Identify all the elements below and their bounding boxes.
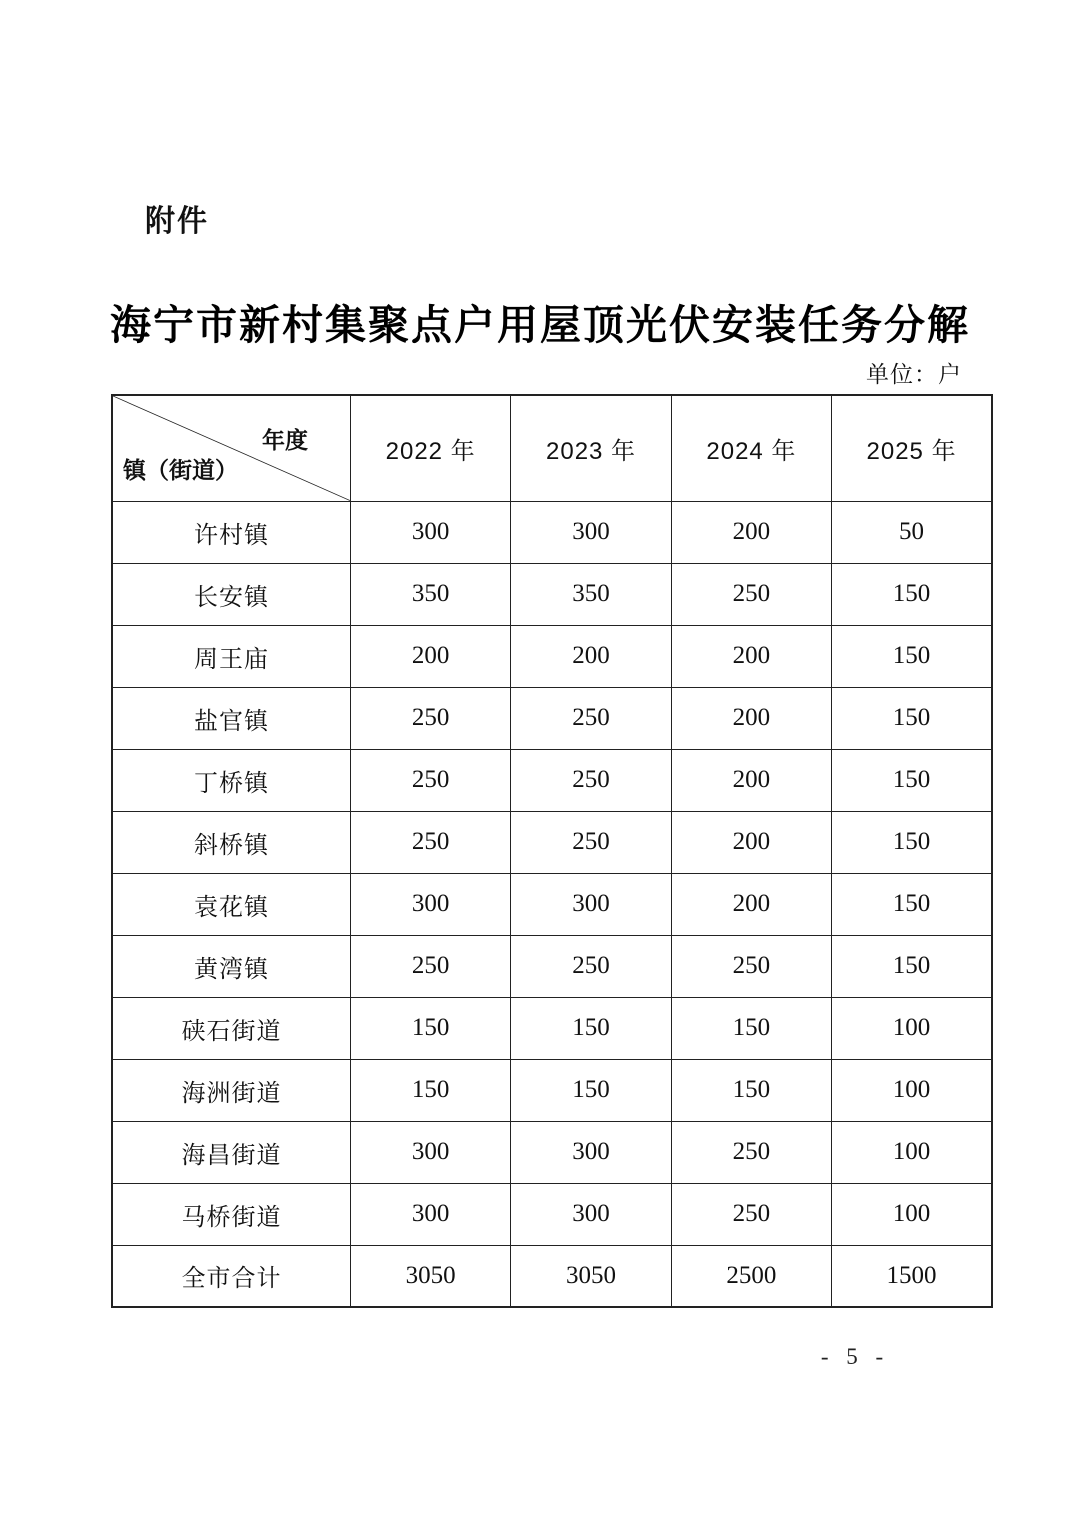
value-cell: 300 (350, 873, 510, 935)
value-cell: 50 (832, 501, 992, 563)
value-cell: 250 (671, 563, 831, 625)
table-row (112, 997, 992, 1059)
region-name-cell: 盐官镇 (112, 687, 350, 749)
value-cell: 300 (350, 1121, 510, 1183)
region-name-cell: 黄湾镇 (112, 935, 350, 997)
value-cell: 250 (671, 1121, 831, 1183)
unit-note: 单位：户 (866, 361, 962, 387)
region-name-cell: 袁花镇 (112, 873, 350, 935)
value-cell: 150 (832, 811, 992, 873)
table-row (112, 563, 992, 625)
region-name-cell: 许村镇 (112, 501, 350, 563)
value-cell: 250 (350, 935, 510, 997)
value-cell: 300 (511, 873, 671, 935)
region-name-cell: 丁桥镇 (112, 749, 350, 811)
value-cell: 250 (511, 687, 671, 749)
value-cell: 150 (350, 1059, 510, 1121)
value-cell: 150 (832, 687, 992, 749)
value-cell: 300 (350, 1183, 510, 1245)
value-cell: 100 (832, 997, 992, 1059)
region-name-cell: 硖石街道 (112, 997, 350, 1059)
value-cell: 150 (832, 935, 992, 997)
diagonal-divider-line (113, 396, 350, 501)
value-cell: 350 (350, 563, 510, 625)
table-row (112, 625, 992, 687)
column-header-2024: 2024 年 (671, 395, 831, 501)
value-cell: 250 (350, 687, 510, 749)
region-name-cell: 全市合计 (112, 1245, 350, 1307)
table-row (112, 1121, 992, 1183)
value-cell: 100 (832, 1183, 992, 1245)
table-row (112, 1059, 992, 1121)
table-row (112, 1183, 992, 1245)
attachment-label: 附件 (145, 205, 209, 238)
value-cell: 150 (832, 563, 992, 625)
region-name-cell: 海洲街道 (112, 1059, 350, 1121)
value-cell: 250 (511, 749, 671, 811)
value-cell: 250 (671, 935, 831, 997)
region-name-cell: 斜桥镇 (112, 811, 350, 873)
page-number: - 5 - (820, 1344, 890, 1369)
value-cell: 200 (671, 501, 831, 563)
region-axis-label: 镇（街道） (123, 456, 238, 483)
column-header-2023: 2023 年 (511, 395, 671, 501)
value-cell: 250 (350, 749, 510, 811)
value-cell: 200 (511, 625, 671, 687)
value-cell: 200 (671, 625, 831, 687)
year-axis-label: 年度 (261, 427, 308, 453)
column-header-2022: 2022 年 (350, 395, 510, 501)
region-name-cell: 马桥街道 (112, 1183, 350, 1245)
document-title: 海宁市新村集聚点户用屋顶光伏安装任务分解 (110, 302, 970, 348)
value-cell: 1500 (832, 1245, 992, 1307)
value-cell: 200 (671, 687, 831, 749)
table-row (112, 501, 992, 563)
value-cell: 200 (671, 749, 831, 811)
column-header-2025: 2025 年 (832, 395, 992, 501)
table-row (112, 687, 992, 749)
table-row (112, 811, 992, 873)
value-cell: 150 (671, 1059, 831, 1121)
value-cell: 200 (671, 811, 831, 873)
value-cell: 150 (671, 997, 831, 1059)
value-cell: 250 (671, 1183, 831, 1245)
table-row (112, 1245, 992, 1307)
value-cell: 200 (350, 625, 510, 687)
value-cell: 300 (350, 501, 510, 563)
value-cell: 100 (832, 1059, 992, 1121)
value-cell: 150 (350, 997, 510, 1059)
value-cell: 250 (511, 935, 671, 997)
table-row (112, 873, 992, 935)
value-cell: 300 (511, 1183, 671, 1245)
value-cell: 300 (511, 1121, 671, 1183)
value-cell: 150 (832, 873, 992, 935)
value-cell: 300 (511, 501, 671, 563)
value-cell: 100 (832, 1121, 992, 1183)
corner-cell (112, 395, 350, 501)
value-cell: 150 (832, 625, 992, 687)
table-row (112, 749, 992, 811)
value-cell: 3050 (511, 1245, 671, 1307)
pv-task-table (111, 394, 993, 1308)
value-cell: 150 (511, 1059, 671, 1121)
value-cell: 250 (511, 811, 671, 873)
value-cell: 3050 (350, 1245, 510, 1307)
value-cell: 2500 (671, 1245, 831, 1307)
value-cell: 350 (511, 563, 671, 625)
value-cell: 150 (832, 749, 992, 811)
value-cell: 250 (350, 811, 510, 873)
table-row (112, 935, 992, 997)
value-cell: 150 (511, 997, 671, 1059)
region-name-cell: 海昌街道 (112, 1121, 350, 1183)
region-name-cell: 周王庙 (112, 625, 350, 687)
header-row (112, 395, 992, 501)
region-name-cell: 长安镇 (112, 563, 350, 625)
table-body (112, 501, 992, 1307)
value-cell: 200 (671, 873, 831, 935)
